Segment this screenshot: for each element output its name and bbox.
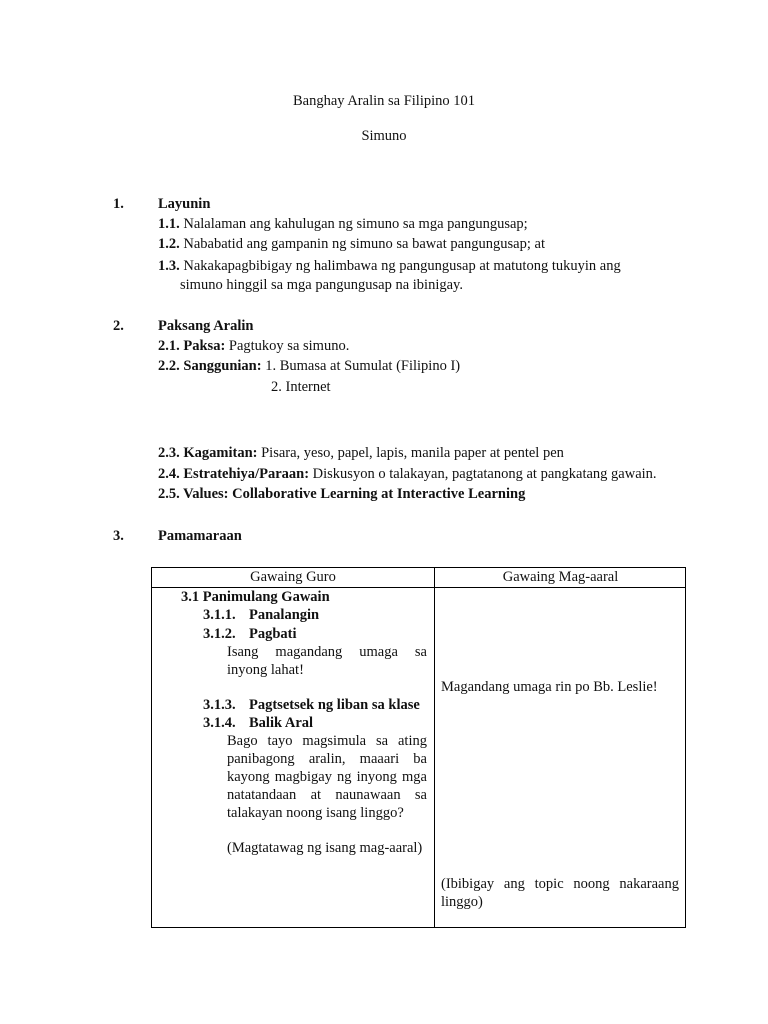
document-title: Banghay Aralin sa Filipino 101	[292, 93, 476, 109]
document-subtitle: Simuno	[361, 128, 407, 144]
section-2-number: 2.	[113, 318, 124, 334]
kagamitan-line	[158, 445, 564, 462]
estratehiya-label: 2.4. Estratehiya/Paraan:	[158, 466, 310, 482]
section-1-number: 1.	[113, 196, 124, 212]
section-1-heading: Layunin	[158, 196, 211, 212]
table-header-mag-aaral: Gawaing Mag-aaral	[502, 569, 619, 585]
item-3-1-1-label: Panalangin	[249, 607, 320, 623]
objective-1-1-text: Nalalaman ang kahulugan ng simuno sa mga pangungusap;	[183, 216, 528, 232]
sanggunian-label: 2.2. Sanggunian:	[158, 358, 262, 374]
objective-1-1-number: 1.1.	[158, 216, 180, 232]
item-3-1-4-number: 3.1.4.	[203, 715, 236, 731]
magtatawag-text: (Magtatawag ng isang mag-aaral)	[227, 840, 423, 856]
topic-reply: (Ibibigay ang topic noong nakaraang linggo)	[441, 876, 679, 910]
objective-1-3-continuation: simuno hinggil sa mga pangungusap na ibinigay.	[180, 277, 463, 293]
procedure-table	[151, 567, 686, 928]
item-3-1-1-number: 3.1.1.	[203, 607, 236, 623]
section-2-heading: Paksang Aralin	[158, 318, 254, 334]
objective-1-3	[158, 256, 678, 277]
estratehiya-line	[158, 466, 657, 483]
paksa-line	[158, 338, 349, 355]
paksa-value: Pagtukoy sa simuno.	[225, 338, 350, 354]
paksa-label: 2.1. Paksa:	[158, 338, 226, 354]
kagamitan-label: 2.3. Kagamitan:	[158, 445, 258, 461]
sanggunian-item-1: 1. Bumasa at Sumulat (Filipino I)	[261, 358, 461, 374]
panimulang-gawain-heading: 3.1 Panimulang Gawain	[181, 589, 330, 605]
objective-1-2-number: 1.2.	[158, 236, 180, 252]
objective-1-3-number: 1.3.	[158, 258, 180, 274]
objective-1-3-text: Nakakapagbibigay ng halimbawa ng pangungusap at matutong tukuyin ang	[183, 258, 621, 274]
section-3-number: 3.	[113, 528, 124, 544]
values-line: 2.5. Values: Collaborative Learning at Interactive Learning	[158, 486, 526, 502]
greeting-reply: Magandang umaga rin po Bb. Leslie!	[441, 679, 658, 695]
sanggunian-item-2: 2. Internet	[271, 379, 331, 395]
objective-1-1	[158, 216, 528, 233]
section-3-heading: Pamamaraan	[158, 528, 242, 544]
table-header-guro: Gawaing Guro	[250, 569, 336, 585]
item-3-1-3-label: Pagtsetsek ng liban sa klase	[249, 697, 420, 713]
kagamitan-value: Pisara, yeso, papel, lapis, manila paper at pentel pen	[257, 445, 564, 461]
objective-1-2	[158, 236, 545, 253]
item-3-1-4-label: Balik Aral	[249, 715, 314, 731]
table-column-divider	[434, 568, 435, 927]
item-3-1-2-label: Pagbati	[249, 626, 297, 642]
estratehiya-value: Diskusyon o talakayan, pagtatanong at pangkatang gawain.	[309, 466, 657, 482]
item-3-1-2-number: 3.1.2.	[203, 626, 236, 642]
pagbati-text: Isang magandang umaga sa inyong lahat!	[227, 644, 427, 678]
balik-aral-text: Bago tayo magsimula sa ating panibagong aralin, maaari ba kayong magbigay ng inyong mga natatandaan at naunawaan sa talakayan noong isang linggo?	[227, 733, 427, 821]
item-3-1-3-number: 3.1.3.	[203, 697, 236, 713]
objective-1-2-text: Nababatid ang gampanin ng simuno sa bawat pangungusap; at	[183, 236, 545, 252]
sanggunian-line	[158, 358, 460, 375]
